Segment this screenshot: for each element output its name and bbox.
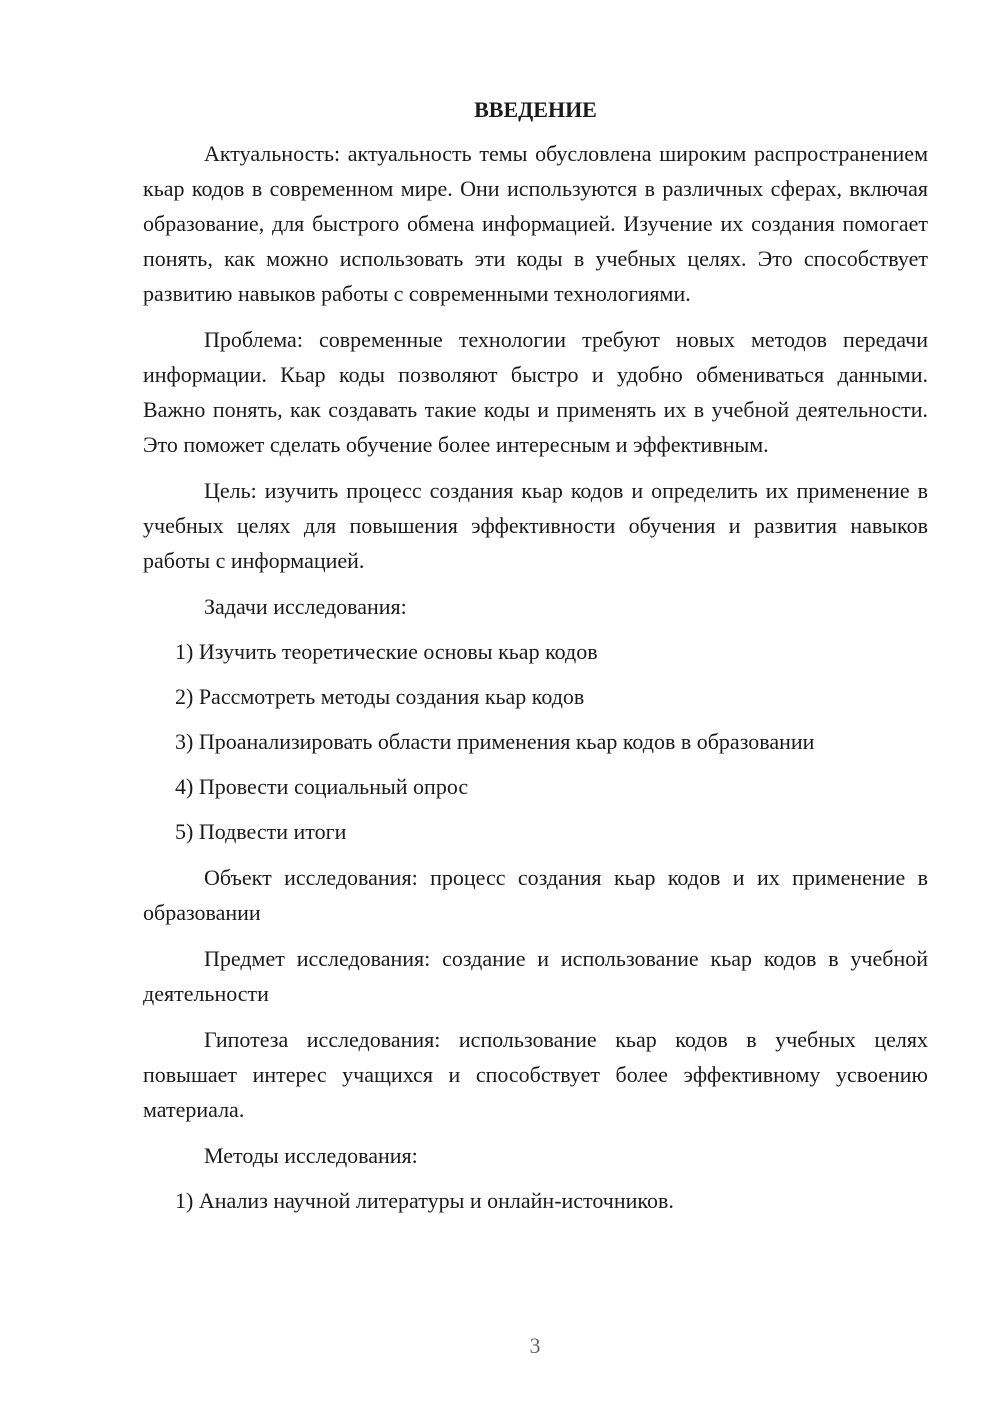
hypothesis-paragraph: Гипотеза исследования: использование кьар кодов в учебных целях повышает интерес учащихся и способствует более эффективному усвоению материала. [143, 1027, 928, 1122]
problem-paragraph: Проблема: современные технологии требуют новых методов передачи информации. Кьар коды позволяют быстро и удобно обмениваться данными. Важно понять, как создавать такие коды и применять их в учебной деятельности. Это поможет сделать обучение более интересным и эффективным. [143, 327, 928, 457]
methods-heading: Методы исследования: [204, 1143, 418, 1168]
subject-paragraph: Предмет исследования: создание и использование кьар кодов в учебной деятельности [143, 946, 928, 1006]
document-title: ВВЕДЕНИЕ [474, 97, 597, 122]
list-item: 3) Проанализировать области применения кьар кодов в образовании [175, 729, 815, 754]
list-item: 1) Анализ научной литературы и онлайн-источников. [175, 1188, 674, 1213]
tasks-heading: Задачи исследования: [204, 594, 407, 619]
relevance-paragraph: Актуальность: актуальность темы обусловлена широким распространением кьар кодов в современном мире. Они используются в различных сферах, включая образование, для быстрого обмена информацией. Изучение их создания помогает понять, как можно использовать эти коды в учебных целях. Это способствует развитию навыков работы с современными технологиями. [143, 141, 928, 306]
document-page [143, 93, 928, 1218]
list-item: 1) Изучить теоретические основы кьар кодов [175, 639, 598, 664]
goal-paragraph: Цель: изучить процесс создания кьар кодов и определить их применение в учебных целях для повышения эффективности обучения и развития навыков работы с информацией. [143, 478, 928, 573]
list-item: 5) Подвести итоги [175, 819, 347, 844]
tasks-list [143, 634, 928, 849]
page-number: 3 [529, 1333, 541, 1358]
list-item: 2) Рассмотреть методы создания кьар кодов [175, 684, 585, 709]
methods-list [143, 1183, 928, 1218]
object-paragraph: Объект исследования: процесс создания кьар кодов и их применение в образовании [143, 865, 928, 925]
list-item: 4) Провести социальный опрос [175, 774, 469, 799]
